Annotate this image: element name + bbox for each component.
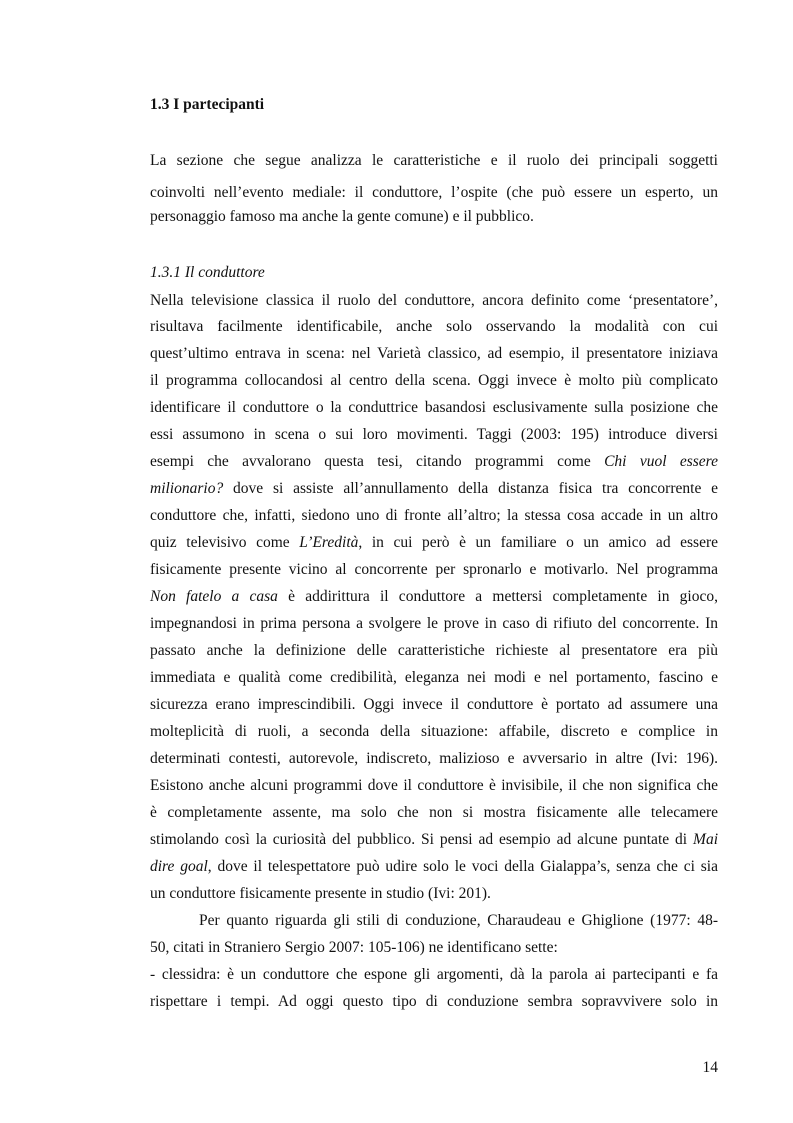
program-title: milionario? [150,480,224,497]
paragraph-line [150,452,718,471]
paragraph-line: 50, citati in Straniero Sergio 2007: 105-106) ne identificano sette: [150,939,558,956]
paragraph-line: Esistono anche alcuni programmi dove il conduttore è invisibile, il che non significa che [150,777,718,794]
paragraph-line: Per quanto riguarda gli stili di conduzione, Charaudeau e Ghiglione (1977: 48- [199,912,718,929]
paragraph-line [150,479,718,498]
line-text: esempi che avvalorano questa tesi, citando programmi come [150,453,591,470]
paragraph-line: essi assumono in scena o sui loro movimenti. Taggi (2003: 195) introduce diversi [150,426,718,443]
paragraph-line: quest’ultimo entrava in scena: nel Varietà classico, ad esempio, il presentatore iniziava [150,345,718,362]
section-heading: 1.3 I partecipanti [150,96,265,113]
paragraph-line: è completamente assente, ma solo che non si mostra fisicamente alle telecamere [150,804,718,821]
paragraph-line: risultava facilmente identificabile, anche solo osservando la modalità con cui [150,318,718,335]
subsection-heading: 1.3.1 Il conduttore [150,264,265,281]
paragraph-line: identificare il conduttore o la conduttrice basandosi esclusivamente sulla posizione che [150,399,718,416]
program-title: dire goal [150,858,208,875]
paragraph-line [150,533,718,552]
paragraph-line [150,830,718,849]
paragraph-line: molteplicità di ruoli, a seconda della situazione: affabile, discreto e complice in [150,723,718,740]
paragraph-line: fisicamente presente vicino al concorrente per spronarlo e motivarlo. Nel programma [150,561,718,578]
list-item-line: - clessidra: è un conduttore che espone gli argomenti, dà la parola ai partecipanti e fa [150,966,718,983]
line-text: , dove il telespettatore può udire solo le voci della Gialappa’s, senza che ci sia [207,858,718,875]
paragraph-line: immediata e qualità come credibilità, eleganza nei modi e nel portamento, fascino e [150,669,718,686]
line-text: quiz televisivo come [150,534,290,551]
paragraph-line: sicurezza erano imprescindibili. Oggi invece il conduttore è portato ad assumere una [150,696,718,713]
line-text: è addirittura il conduttore a mettersi completamente in gioco, [288,588,718,605]
list-item-line: rispettare i tempi. Ad oggi questo tipo di conduzione sembra sopravvivere solo in [150,993,718,1010]
paragraph-line [150,587,718,606]
paragraph-line: passato anche la definizione delle caratteristiche richieste al presentatore era più [150,642,718,659]
intro-line: coinvolti nell’evento mediale: il conduttore, l’ospite (che può essere un esperto, un [150,184,718,201]
paragraph-line: determinati contesti, autorevole, indiscreto, malizioso e avversario in altre (Ivi: 196). [150,750,718,767]
paragraph-line: il programma collocandosi al centro della scena. Oggi invece è molto più complicato [150,372,718,389]
program-title: Mai [693,831,718,848]
paragraph-line [150,857,718,876]
intro-line: La sezione che segue analizza le caratteristiche e il ruolo dei principali soggetti [150,152,718,169]
paragraph-line: conduttore che, infatti, siedono uno di fronte all’altro; la stessa cosa accade in un altro [150,507,718,524]
page-number: 14 [702,1059,718,1076]
intro-line: personaggio famoso ma anche la gente comune) e il pubblico. [150,208,534,225]
paragraph-line: un conduttore fisicamente presente in studio (Ivi: 201). [150,885,491,902]
program-title: Chi vuol essere [604,453,719,470]
program-title: Non fatelo a casa [150,588,278,605]
program-title: L’Eredità [299,534,359,551]
line-text: stimolando così la curiosità del pubblico. Si pensi ad esempio ad alcune puntate di [150,831,688,848]
paragraph-line: Nella televisione classica il ruolo del conduttore, ancora definito come ‘presentatore’, [150,292,718,309]
line-text: dove si assiste all’annullamento della distanza fisica tra concorrente e [233,480,719,497]
paragraph-line: impegnandosi in prima persona a svolgere le prove in caso di rifiuto del concorrente. In [150,615,718,632]
line-text: , in cui però è un familiare o un amico ad essere [358,534,719,551]
